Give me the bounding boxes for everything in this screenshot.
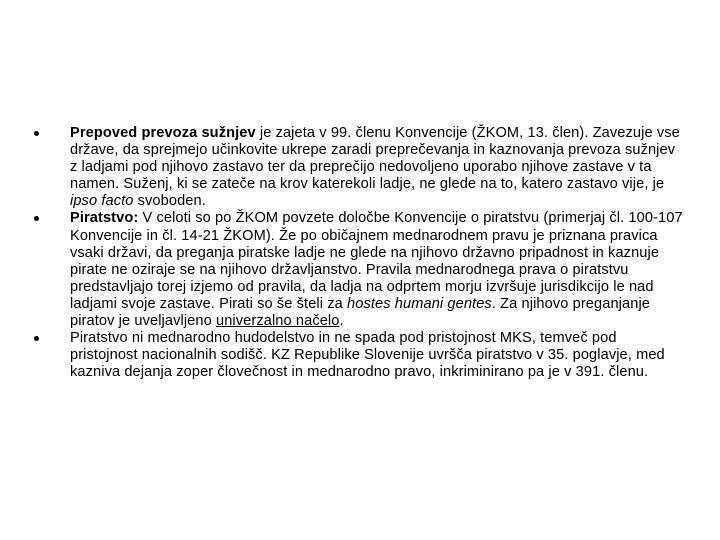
bullet-slave-transport xyxy=(34,125,684,210)
bullet-text-continued: . Za njihovo preganjanje piratov je uveljavljeno xyxy=(70,295,650,330)
bullet-dot-icon xyxy=(34,216,39,221)
bullet-dot-icon xyxy=(34,131,39,136)
bullet-text: V celoti so po ŽKOM povzete določbe Konvencije o piratstvu (primerjaj čl. 100-107 Konvencije in čl. 14-21 ŽKOM). Že po običajnem mednarodnem pravu je priznana pravica vsaki državi, da preganja piratske ladje ne glede na njihovo državno pripadnost in kaznuje pirate ne oziraje se na njihovo državljanstvo. Pravila mednarodnega prava o piratstvu predstavljajo torej izjemo od pravila, da ladja na odprtem morju izvršuje jurisdikcijo le nad ladjami svoje zastave. Pirati so še šteli za xyxy=(70,210,683,312)
bullet-italic-term: hostes humani gentes xyxy=(347,295,492,312)
bullet-underlined-term: univerzalno načelo xyxy=(216,313,340,330)
bullet-list xyxy=(34,125,684,381)
bullet-piracy-jurisdiction xyxy=(34,330,684,381)
bullet-piracy xyxy=(34,210,684,330)
bullet-italic-term: ipso facto xyxy=(70,193,134,210)
bullet-text: Piratstvo ni mednarodno hudodelstvo in ne spada pod pristojnost MKS, temveč pod pristojnost nacionalnih sodišč. KZ Republike Slovenije uvršča piratstvo v 35. poglavje, med kazniva dejanja zoper človečnost in mednarodno pravo, inkriminirano pa je v 391. členu. xyxy=(70,330,665,381)
bullet-lead: Piratstvo: xyxy=(70,210,139,227)
bullet-dot-icon xyxy=(34,336,39,341)
bullet-text: je zajeta v 99. členu Konvencije (ŽKOM, 13. člen). Zavezuje vse države, da sprejmejo učinkovite ukrepe zaradi preprečevanja in kaznovanja prevoza sužnjev z ladjami pod njihovo zastavo ter da preprečijo nedovoljeno uporabo njihove zastave v ta namen. Suženj, ki se zateče na krov katerekoli ladje, ne glede na to, katero zastavo vije, je xyxy=(70,125,680,193)
bullet-tail: . xyxy=(339,313,344,330)
bullet-tail: svoboden. xyxy=(133,193,206,210)
bullet-lead: Prepoved prevoza sužnjev xyxy=(70,125,256,141)
